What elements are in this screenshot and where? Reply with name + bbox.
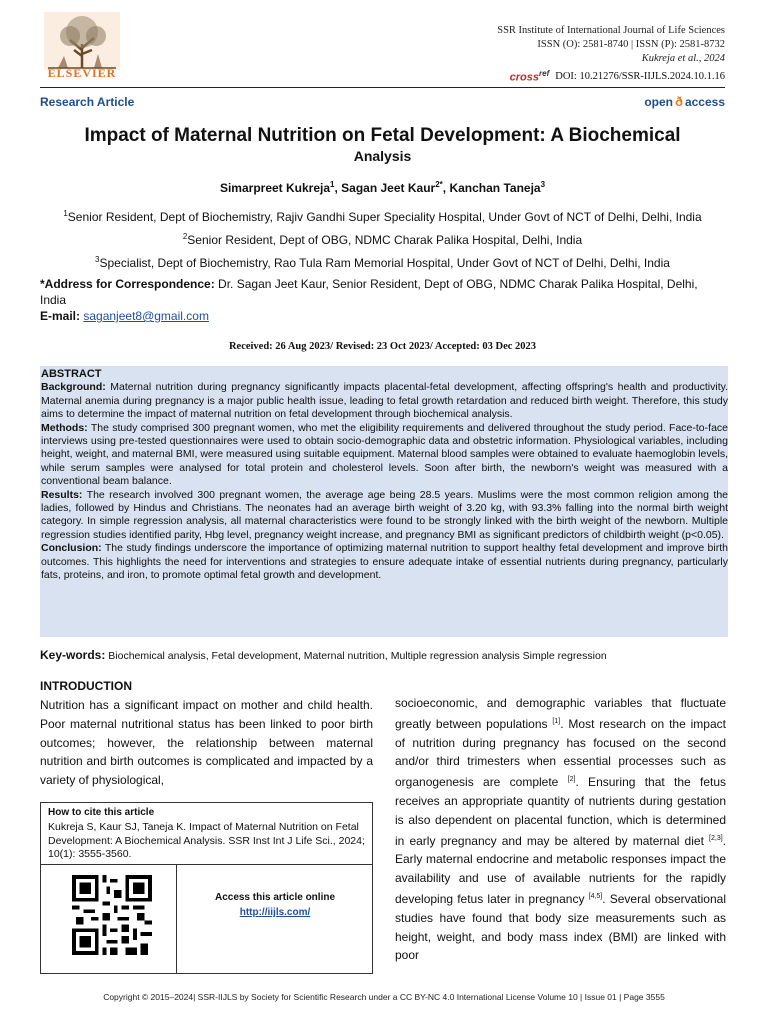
email-label: E-mail: <box>40 309 81 323</box>
header-divider <box>40 87 725 88</box>
introduction-heading: INTRODUCTION <box>40 679 132 693</box>
introduction-right-column: socioeconomic, and demographic variables that fluctuate greatly between populations [1]. Most research on the impact of nutrition during pregnancy has focused on the second and/or third trimesters when essential processes such as organogenesis are complete [2]. Ensuring that the fetus receives an appropriate quantity of nutrients during gestation is also dependent on placental function, which is determined in early pregnancy and may be altered by maternal diet [2,3]. Early maternal endocrine and metabolic responses impact the availability and use of available nutrients for the rapidly developing fetus later in pregnancy [4,5]. Several observational studies have found that body size measurements such as height, weight, and body mass index (BMI) are linked with poor <box>395 696 727 963</box>
affiliation-list <box>40 204 725 273</box>
open-access-logo: open ð access <box>644 94 725 109</box>
access-online-link[interactable]: http://iijls.com/ <box>239 907 311 918</box>
affiliation-item: $^2$Senior Resident, Dept of OBG, NDMC Charak Palika Hospital, Delhi, India <box>182 232 583 247</box>
abstract-background: Background: Maternal nutrition during pregnancy significantly impacts placental-fetal development, affecting offspring's health and productivity. Maternal anemia during pregnancy is a major public health issue, leading to fetal growth retardation and reduced birth weight. Therefore, this study aims to determine the impact of maternal nutrition on fetal development through biochemical analysis. <box>41 381 729 421</box>
correspondence-address <box>40 276 725 308</box>
journal-name: SSR Institute of International Journal of Life Sciences <box>497 25 725 36</box>
keywords-text: Biochemical analysis, Fetal development, Maternal nutrition, Multiple regression analysis Simple regression <box>108 650 607 662</box>
abstract-conclusion: Conclusion: The study findings underscore the importance of optimizing maternal nutrition to support healthy fetal development and improve birth outcomes. This highlights the need for interventions and strategies to ensure adequate intake of essential nutrients during pregnancy, particularly fats, proteins, and iron, to promote optimal fetal growth and development. <box>41 542 728 582</box>
email-row <box>40 309 209 323</box>
keywords-label: Key-words: <box>40 648 106 662</box>
issn-line: ISSN (O): 2581-8740 | ISSN (P): 2581-8732 <box>537 39 725 50</box>
affiliation-item: $^1$Senior Resident, Dept of Biochemistry, Rajiv Gandhi Super Speciality Hospital, Under Govt of NCT of Delhi, Delhi, India <box>63 209 702 224</box>
publisher-name: ELSEVIER <box>47 66 117 80</box>
email-link[interactable]: saganjeet8@gmail.com <box>83 309 209 323</box>
reference-marker[interactable]: [2] <box>567 776 576 784</box>
affiliation-item: $^3$Specialist, Dept of Biochemistry, Rao Tula Ram Memorial Hospital, Under Govt of NCT of Delhi, Delhi, India <box>95 255 670 270</box>
page-footer: Copyright © 2015–2024| SSR-IIJLS by Society for Scientific Research under a CC BY-NC 4.0 International License Volume 10 | Issue 01 | Page 3555 <box>103 992 665 1002</box>
crossref-logo[interactable]: cross$^{ref}$ <box>509 69 550 84</box>
introduction-paragraph: Nutrition has a significant impact on mother and child health. Poor maternal nutritional status has been linked to poor birth outcomes; however, the relationship between maternal nutrition and birth outcomes is complicated and impacted by a variety of physiological, <box>40 698 373 788</box>
title-line-2: Analysis <box>353 148 412 164</box>
author-name: Kanchan Taneja <box>449 181 541 195</box>
abstract-methods: Methods: The study comprised 300 pregnant women, who met the eligibility requirements and delivered throughout the study period. Face-to-face interviews using pre-tested questionnaires were used to obtain socio-demographic data and obstetric information. Physiological variables, including height, weight, and maternal BMI, were measured using suitable equipment. Maternal blood samples were obtained to evaluate haemoglobin levels, while serum samples were analysed for total protein and cholesterol levels. Soon after birth, the newborn's weight was measured with a conventional beam balance. <box>41 421 728 488</box>
correspondence-text: Dr. Sagan Jeet Kaur, Senior Resident, Dept of OBG, NDMC Charak Palika Hospital, Delhi, India <box>40 277 698 307</box>
doi-text[interactable]: DOI: 10.21276/SSR-IIJLS.2024.10.1.16 <box>555 70 725 82</box>
author-year: Kukreja et al., 2024 <box>641 53 725 64</box>
keywords <box>40 648 728 662</box>
citation-box <box>40 802 373 974</box>
access-online-label: Access this article online <box>214 892 336 903</box>
reference-marker[interactable]: [1] <box>552 717 561 725</box>
citation-text: Kukreja S, Kaur SJ, Taneja K. Impact of Maternal Nutrition on Fetal Development: A Biochemical Analysis. SSR Inst Int J Life Sci., 2024; 10(1): 3555-3560. <box>48 821 365 860</box>
title-line-1: Impact of Maternal Nutrition on Fetal Development: A Biochemical <box>84 125 681 146</box>
abstract-box <box>40 366 728 637</box>
citation-heading: How to cite this article <box>48 807 155 818</box>
reference-marker[interactable]: [4,5] <box>588 892 603 900</box>
author-name: Sagan Jeet Kaur <box>341 181 436 195</box>
correspondence-label: *Address for Correspondence: <box>40 277 215 291</box>
reference-marker[interactable]: [2,3] <box>709 834 723 842</box>
journal-info <box>497 24 725 66</box>
abstract-results: Results: The research involved 300 pregnant women, the average age being 28.5 years. Muslims were the most common religion among the ladies, followed by Hindus and Christians. The neonates had an average birth weight of 3.20 kg, with 93.3% falling into the normal birth weight category. In simple regression analysis, all maternal characteristics were found to be strongly linked with the birth weight of the newborn. Multiple regression studies identified parity, Hbg level, pregnancy weight increase, and pregnancy BMI as significant predictors of childbirth weight (p<0.05). <box>41 488 728 541</box>
citation-divider <box>41 864 372 865</box>
submission-dates: Received: 26 Aug 2023/ Revised: 23 Oct 2023/ Accepted: 03 Dec 2023 <box>228 341 537 352</box>
article-type: Research Article <box>40 95 135 109</box>
introduction-left-column <box>40 678 373 790</box>
doi-row <box>510 69 725 84</box>
qr-code-icon[interactable] <box>72 875 152 955</box>
author-list: Simarpreet Kukreja$^1$, Sagan Jeet Kaur$^{2*}$, Kanchan Taneja$^3$ <box>219 180 546 195</box>
open-access-lock-icon: ð <box>675 94 683 109</box>
article-title <box>40 124 725 166</box>
citation-vertical-divider <box>176 864 177 973</box>
author-name: Simarpreet Kukreja <box>219 181 331 195</box>
abstract-heading: ABSTRACT <box>41 368 102 380</box>
